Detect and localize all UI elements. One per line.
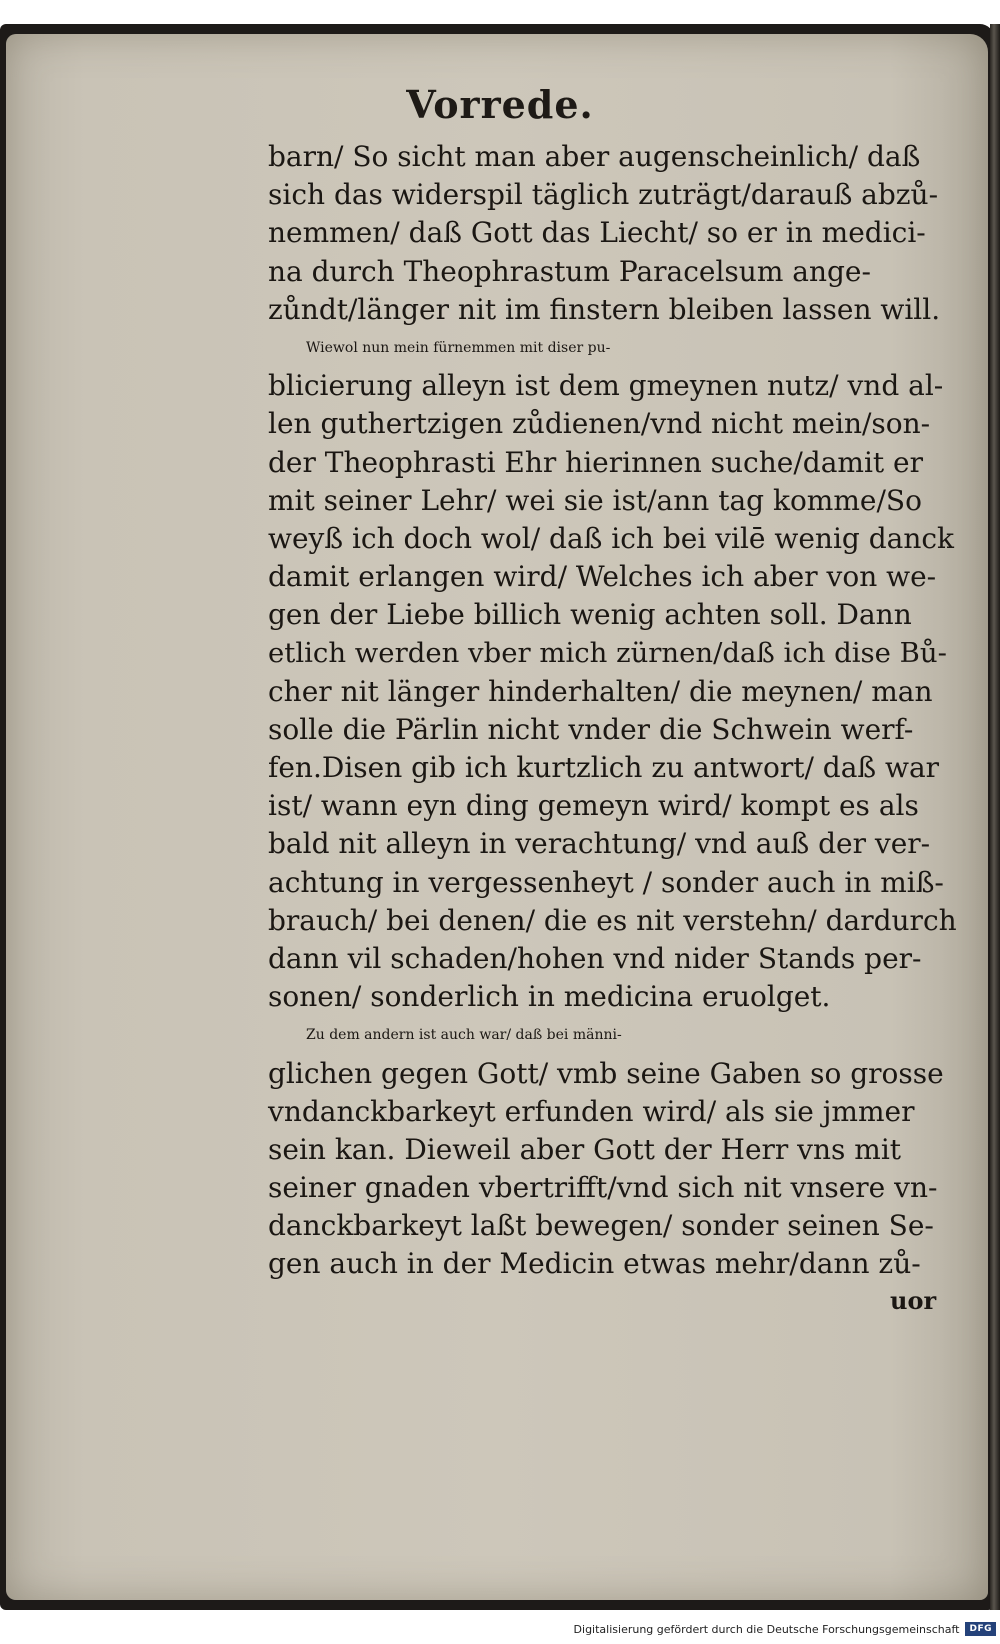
dfg-logo: DFG (965, 1622, 996, 1636)
footer-credit (574, 1618, 1000, 1640)
text-line: sich das widerspil täglich zuträgt/darauß abzů- (268, 178, 939, 212)
text-line: etlich werden vber mich zürnen/daß ich dise Bů- (268, 637, 947, 670)
text-line: damit erlangen wird/ Welches ich aber von we- (268, 560, 937, 594)
text-line: sonen/ sonderlich in medicina eruolget. (268, 980, 831, 1014)
text-line: gen der Liebe billich wenig achten soll. Dann (268, 598, 912, 632)
text-line: Wiewol nun mein fürnemmen mit diser pu- (306, 339, 611, 356)
text-line: achtung in vergessenheyt / sonder auch in miß- (268, 865, 944, 899)
text-line: nemmen/ daß Gott das Liecht/ so er in medici- (268, 216, 926, 250)
text-line: cher nit länger hinderhalten/ die meynen/ man (268, 674, 933, 708)
text-line: bald nit alleyn in verachtung/ vnd auß der ver- (268, 827, 931, 861)
text-line: sein kan. Dieweil aber Gott der Herr vns mit (268, 1132, 902, 1166)
text-line: ist/ wann eyn ding gemeyn wird/ kompt es als (268, 789, 919, 823)
text-line: gen auch in der Medicin etwas mehr/dann zů- (268, 1247, 921, 1281)
text-line: blicierung alleyn ist dem gmeynen nutz/ vnd al- (268, 369, 944, 403)
text-line: solle die Pärlin nicht vnder die Schwein werf- (268, 712, 914, 746)
text-line: vndanckbarkeyt erfunden wird/ als sie jmmer (268, 1094, 915, 1128)
book-edge (990, 24, 1000, 1610)
text-line: danckbarkeyt laßt bewegen/ sonder seinen Se- (268, 1209, 934, 1243)
text-line: seiner gnaden vbertrifft/vnd sich nit vnsere vn- (268, 1171, 938, 1205)
catchword: uor (890, 1286, 937, 1315)
text-line: dann vil schaden/hohen vnd nider Stands per- (268, 941, 922, 975)
page-heading: Vorrede. (406, 82, 594, 127)
text-line: glichen gegen Gott/ vmb seine Gaben so grosse (268, 1056, 944, 1090)
text-line: na durch Theophrastum Paracelsum ange- (268, 254, 871, 288)
text-line: brauch/ bei denen/ die es nit verstehn/ dardurch (268, 903, 957, 937)
text-line: fen.Disen gib ich kurtzlich zu antwort/ daß war (268, 751, 940, 784)
page-body-text (268, 138, 958, 1284)
text-line: weyß ich doch wol/ daß ich bei vilē wenig danck (268, 521, 955, 555)
text-line: der Theophrasti Ehr hierinnen suche/damit er (268, 445, 924, 479)
footer-text: Digitalisierung gefördert durch die Deutsche Forschungsgemeinschaft (573, 1622, 960, 1636)
text-line: barn/ So sicht man aber augenscheinlich/ daß (268, 140, 921, 173)
text-line: mit seiner Lehr/ wei sie ist/ann tag komme/So (268, 483, 922, 517)
text-line: zůndt/länger nit im finstern bleiben lassen will. (268, 292, 941, 326)
text-line: len guthertzigen zůdienen/vnd nicht mein/son- (268, 407, 931, 441)
text-line: Zu dem andern ist auch war/ daß bei männi- (306, 1027, 622, 1044)
